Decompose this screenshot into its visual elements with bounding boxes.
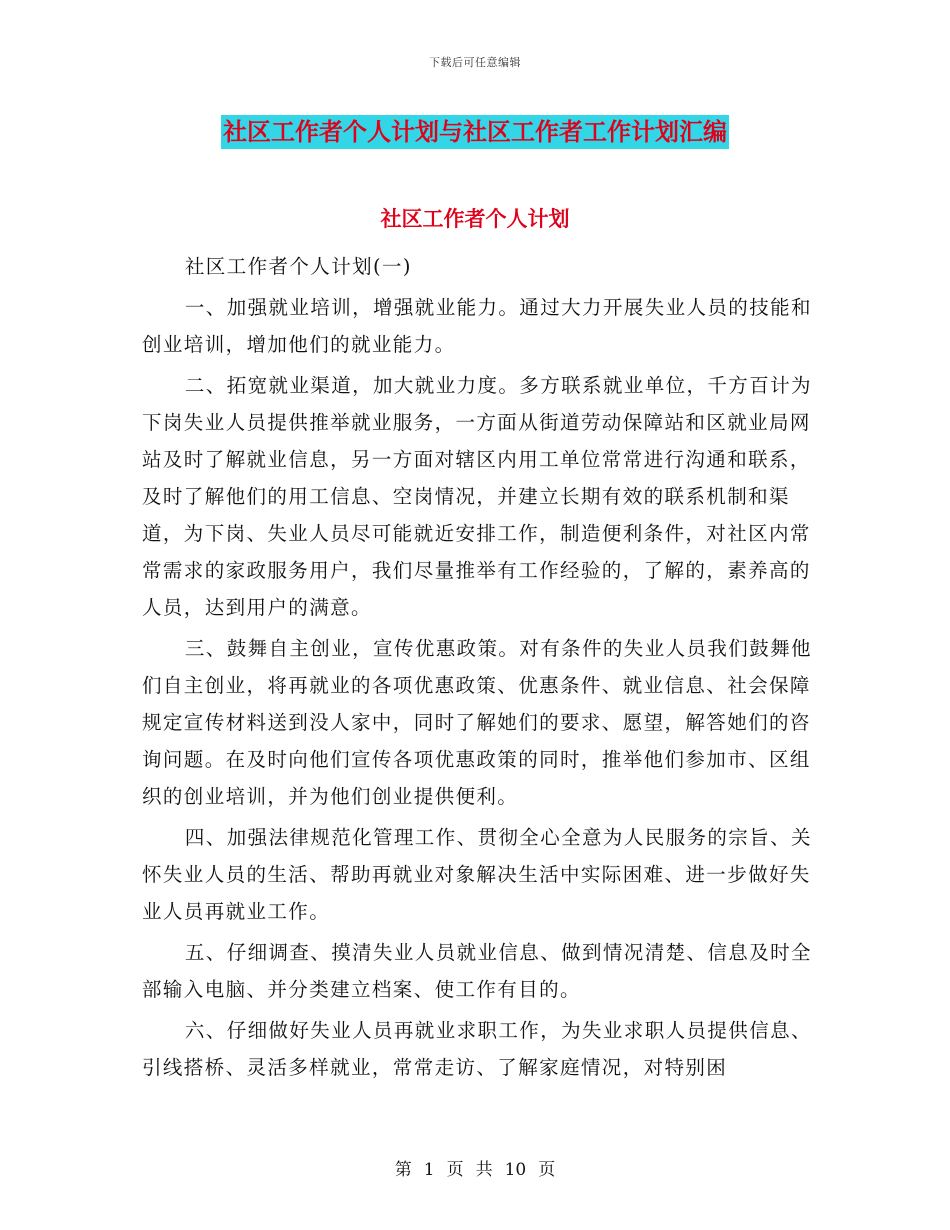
document-title-text: 社区工作者个人计划与社区工作者工作计划汇编 xyxy=(221,115,729,149)
paragraph: 三、鼓舞自主创业，宣传优惠政策。对有条件的失业人员我们鼓舞他们自主创业，将再就业的各项优惠政策、优惠条件、就业信息、社会保障规定宣传材料送到没人家中，同时了解她们的要求、愿望，解答她们的咨询问题。在及时向他们宣传各项优惠政策的同时，推举他们参加市、区组织的创业培训，并为他们创业提供便利。 xyxy=(142,637,812,808)
total-pages-number: 10 xyxy=(504,1160,527,1180)
section-title: 社区工作者个人计划 xyxy=(380,207,570,231)
paragraph-heading: 社区工作者个人计划(一) xyxy=(184,255,412,278)
document-title xyxy=(0,112,950,147)
paragraph: 六、仔细做好失业人员再就业求职工作，为失业求职人员提供信息、引线搭桥、灵活多样就业，常常走访、了解家庭情况，对特别困 xyxy=(142,1019,812,1079)
footer-label-unit2: 页 xyxy=(538,1160,556,1180)
paragraph: 四、加强法律规范化管理工作、贯彻全心全意为人民服务的宗旨、关怀失业人员的生活、帮助再就业对象解决生活中实际困难、进一步做好失业人员再就业工作。 xyxy=(142,826,812,923)
paragraph: 一、加强就业培训，增强就业能力。通过大力开展失业人员的技能和创业培训，增加他们的就业能力。 xyxy=(142,296,812,356)
paragraph: 二、拓宽就业渠道，加大就业力度。多方联系就业单位，千方百计为下岗失业人员提供推举就业服务，一方面从街道劳动保障站和区就业局网站及时了解就业信息，另一方面对辖区内用工单位常常进行沟通和联系，及时了解他们的用工信息、空岗情况，并建立长期有效的联系机制和渠道，为下岗、失业人员尽可能就近安排工作，制造便利条件，对社区内常常需求的家政服务用户，我们尽量推举有工作经验的，了解的，素养高的人员，达到用户的满意。 xyxy=(142,374,812,619)
header-note: 下载后可任意编辑 xyxy=(429,56,521,69)
current-page-number: 1 xyxy=(423,1160,435,1180)
footer-label-page: 第 xyxy=(394,1160,412,1180)
footer-label-unit: 页 xyxy=(446,1160,464,1180)
page-footer xyxy=(0,1155,950,1180)
footer-label-total: 共 xyxy=(475,1160,493,1180)
paragraph: 五、仔细调查、摸清失业人员就业信息、做到情况清楚、信息及时全部输入电脑、并分类建立档案、使工作有目的。 xyxy=(142,941,812,1001)
document-body xyxy=(142,248,812,1086)
